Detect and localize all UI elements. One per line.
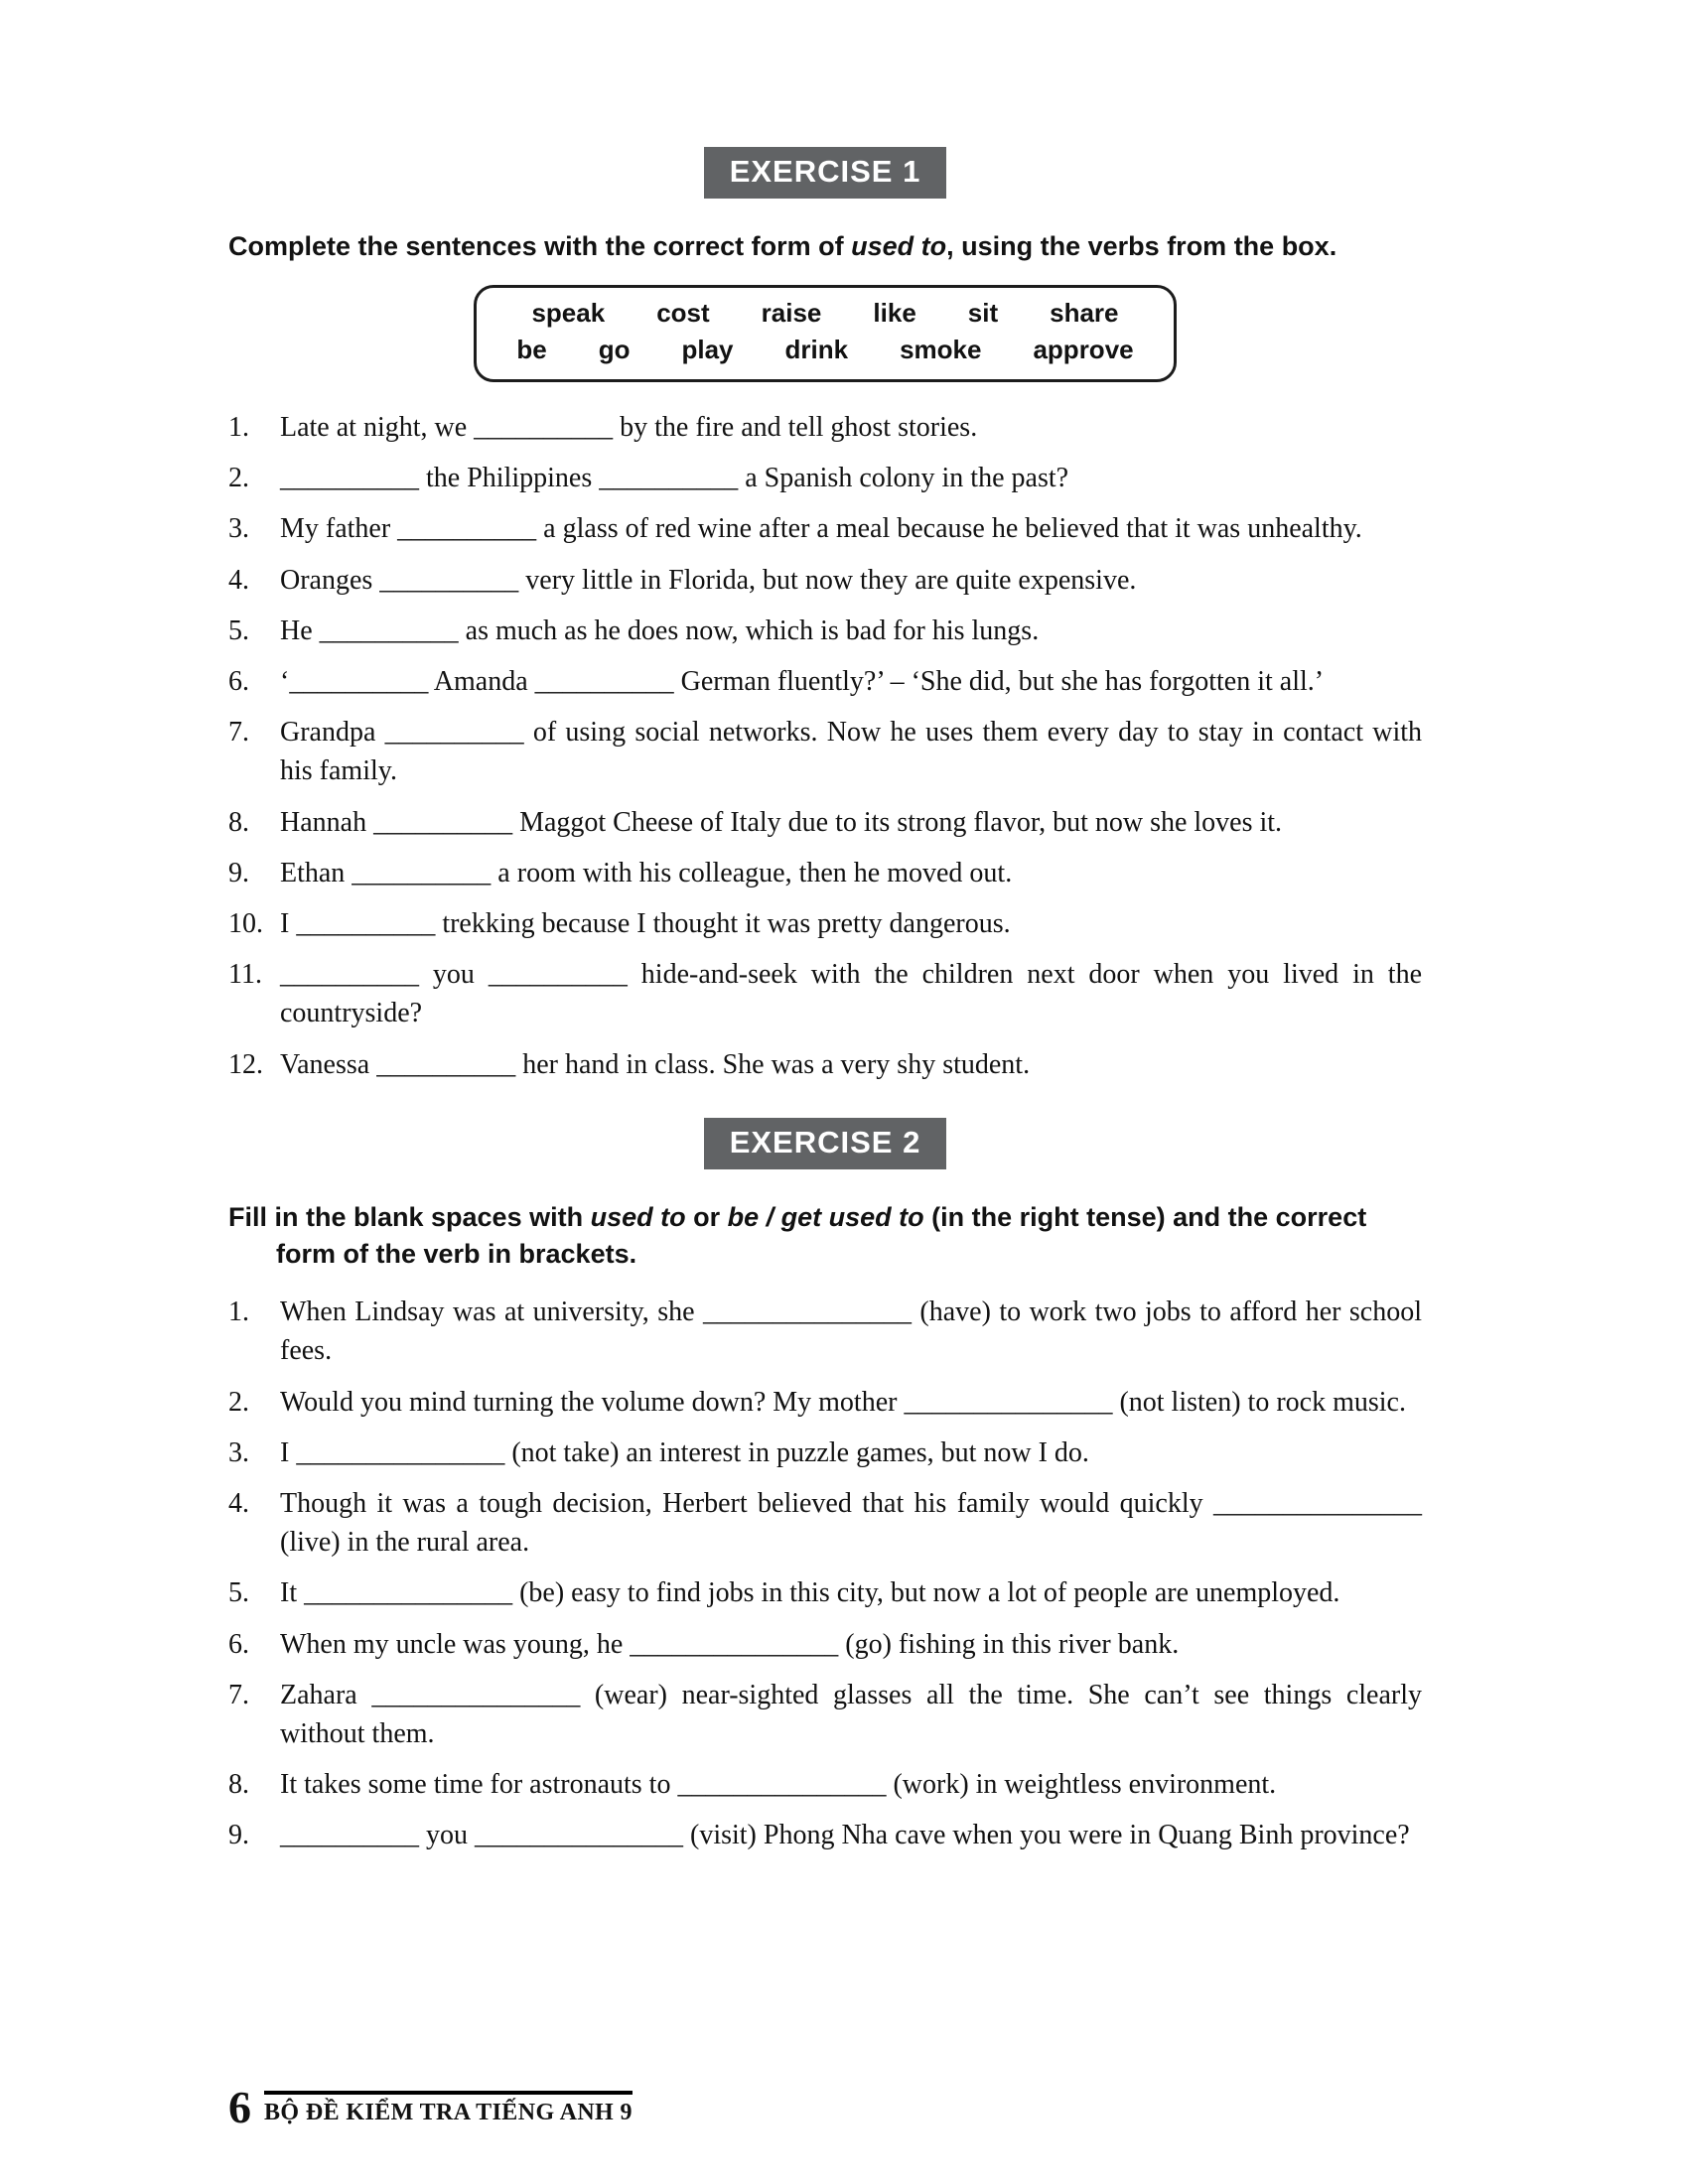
item-number: 8. — [228, 1769, 249, 1801]
item-number: 9. — [228, 1820, 249, 1851]
verb-box-row2 — [516, 332, 1133, 368]
exercise1-item — [228, 803, 1422, 842]
exercise1-item — [228, 509, 1422, 548]
item-text: Would you mind turning the volume down? My mother _______________ (not listen) to rock music. — [280, 1386, 1406, 1418]
item-number: 12. — [228, 1048, 263, 1080]
item-text: Zahara _______________ (wear) near-sighted glasses all the time. She can’t see things clearly without them. — [280, 1679, 1422, 1749]
verb-word: cost — [656, 298, 710, 329]
verb-word: drink — [784, 335, 849, 365]
item-text: When Lindsay was at university, she _______________ (have) to work two jobs to afford her school fees. — [280, 1297, 1422, 1367]
exercise2-item — [228, 1433, 1422, 1472]
exercise1-item — [228, 1045, 1422, 1084]
page-number: 6 — [228, 2081, 251, 2132]
item-text: My father __________ a glass of red wine after a meal because he believed that it was unhealthy. — [280, 513, 1362, 545]
exercise2-item — [228, 1676, 1422, 1753]
verb-word: like — [873, 298, 916, 329]
exercise2-items — [228, 1293, 1422, 1854]
item-text: When my uncle was young, he _______________ (go) fishing in this river bank. — [280, 1628, 1180, 1660]
item-text: __________ you __________ hide-and-seek with the children next door when you lived in the countryside? — [280, 959, 1422, 1029]
verb-word: raise — [761, 298, 822, 329]
exercise1-item — [228, 854, 1422, 892]
exercise1-item — [228, 561, 1422, 600]
item-number: 5. — [228, 1577, 249, 1609]
item-text: Ethan __________ a room with his colleague, then he moved out. — [280, 857, 1013, 888]
exercise2-section — [228, 1118, 1422, 1855]
exercise1-item — [228, 408, 1422, 447]
exercise2-item — [228, 1765, 1422, 1804]
item-number: 7. — [228, 717, 249, 749]
item-number: 4. — [228, 564, 249, 596]
verb-word: be — [516, 335, 547, 365]
exercise1-section — [228, 147, 1422, 1084]
item-number: 1. — [228, 412, 249, 444]
verb-word: speak — [531, 298, 606, 329]
exercise2-instruction: Fill in the blank spaces with used to or be / get used to (in the right tense) and the correct form of the verb in brackets. — [228, 1201, 1367, 1269]
verb-word: go — [598, 335, 631, 365]
item-number: 4. — [228, 1487, 249, 1519]
item-text: I _______________ (not take) an interest in puzzle games, but now I do. — [280, 1436, 1089, 1468]
exercise1-item — [228, 662, 1422, 701]
item-text: I __________ trekking because I thought it was pretty dangerous. — [280, 907, 1011, 939]
item-text: __________ you _______________ (visit) Phong Nha cave when you were in Quang Binh province? — [280, 1820, 1410, 1851]
item-number: 8. — [228, 806, 249, 838]
item-text: It takes some time for astronauts to _______________ (work) in weightless environment. — [280, 1769, 1277, 1801]
exercise1-instruction: Complete the sentences with the correct form of used to, using the verbs from the box. — [228, 231, 1337, 261]
exercise1-item — [228, 612, 1422, 650]
exercise2-item — [228, 1573, 1422, 1612]
exercise2-item — [228, 1625, 1422, 1664]
item-text: It _______________ (be) easy to find jobs in this city, but now a lot of people are unemployed. — [280, 1577, 1340, 1609]
verb-word: smoke — [900, 335, 982, 365]
verb-word: play — [681, 335, 734, 365]
verb-word: share — [1050, 298, 1119, 329]
exercise1-item — [228, 459, 1422, 497]
verb-box-row1 — [516, 295, 1133, 332]
exercise1-badge-wrap — [228, 147, 1422, 199]
page-footer — [228, 2081, 633, 2132]
exercise2-item — [228, 1484, 1422, 1562]
item-text: __________ the Philippines __________ a Spanish colony in the past? — [280, 463, 1069, 494]
book-title: BỘ ĐỀ KIỂM TRA TIẾNG ANH 9 — [264, 2091, 633, 2126]
item-number: 7. — [228, 1679, 249, 1710]
exercise1-item — [228, 955, 1422, 1032]
exercise2-item — [228, 1383, 1422, 1422]
item-text: Late at night, we __________ by the fire and tell ghost stories. — [280, 412, 978, 444]
item-number: 10. — [228, 907, 263, 939]
item-number: 2. — [228, 1386, 249, 1418]
exercise1-item — [228, 713, 1422, 790]
exercise2-badge: EXERCISE 2 — [704, 1118, 947, 1169]
item-number: 1. — [228, 1297, 249, 1328]
exercise1-badge: EXERCISE 1 — [704, 147, 947, 199]
item-number: 6. — [228, 1628, 249, 1660]
item-number: 5. — [228, 614, 249, 646]
verb-word: approve — [1033, 335, 1134, 365]
item-number: 3. — [228, 513, 249, 545]
item-text: ‘__________ Amanda __________ German fluently?’ – ‘She did, but she has forgotten it all.’ — [280, 666, 1325, 697]
item-number: 6. — [228, 666, 249, 697]
item-text: Oranges __________ very little in Florida, but now they are quite expensive. — [280, 564, 1137, 596]
item-text: Hannah __________ Maggot Cheese of Italy due to its strong flavor, but now she loves it. — [280, 806, 1283, 838]
item-number: 2. — [228, 463, 249, 494]
item-text: Grandpa __________ of using social networks. Now he uses them every day to stay in contact with his family. — [280, 717, 1422, 787]
item-text: Vanessa __________ her hand in class. She was a very shy student. — [280, 1048, 1031, 1080]
exercise1-items — [228, 408, 1422, 1084]
exercise1-item — [228, 904, 1422, 943]
exercise2-item — [228, 1816, 1422, 1854]
exercise2-item — [228, 1293, 1422, 1370]
exercise2-badge-wrap — [228, 1118, 1422, 1169]
item-number: 9. — [228, 857, 249, 888]
item-number: 11. — [228, 959, 262, 991]
verb-word: sit — [967, 298, 999, 329]
item-number: 3. — [228, 1436, 249, 1468]
item-text: He __________ as much as he does now, which is bad for his lungs. — [280, 614, 1040, 646]
verb-box — [474, 285, 1176, 382]
item-text: Though it was a tough decision, Herbert believed that his family would quickly _______________ (live) in the rural area. — [280, 1487, 1422, 1559]
